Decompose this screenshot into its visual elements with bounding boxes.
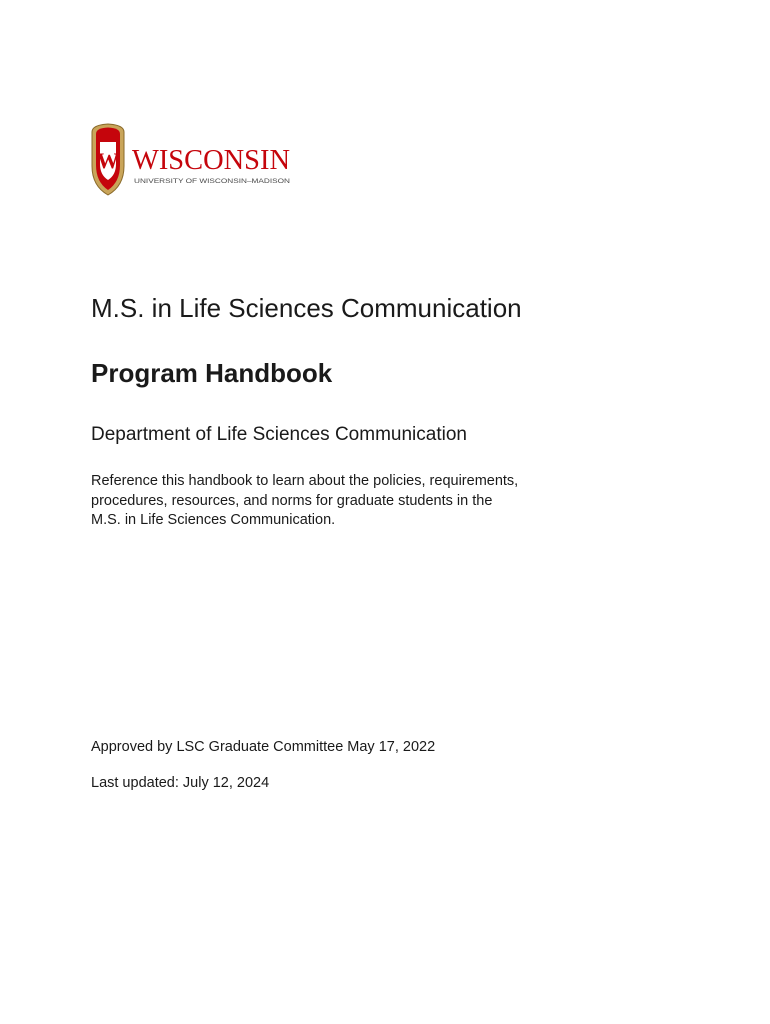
uw-crest-icon (88, 122, 298, 198)
approval-note: Approved by LSC Graduate Committee May 17, 2022 (91, 739, 436, 755)
crest-letter: W (97, 148, 119, 173)
logo-wordmark: WISCONSIN (132, 144, 291, 176)
university-logo (88, 122, 298, 198)
logo-tagline: UNIVERSITY OF WISCONSIN–MADISON (134, 178, 291, 185)
document-subtitle: Program Handbook (91, 358, 333, 388)
description-line: Reference this handbook to learn about the policies, requirements, (91, 473, 519, 489)
document-title: M.S. in Life Sciences Communication (91, 293, 522, 323)
last-updated-note: Last updated: July 12, 2024 (91, 775, 270, 791)
department-name: Department of Life Sciences Communication (91, 424, 467, 445)
description-paragraph (91, 472, 561, 531)
description-line: procedures, resources, and norms for graduate students in the (91, 492, 493, 509)
description-line: M.S. in Life Sciences Communication. (91, 512, 336, 528)
